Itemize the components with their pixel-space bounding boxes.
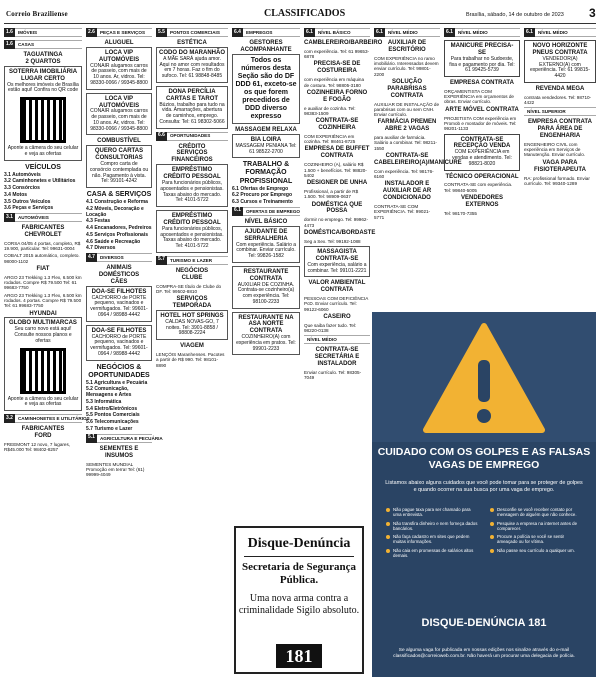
index-item: 4.1 Construção e Reforma xyxy=(86,199,148,206)
bullet-icon xyxy=(490,508,494,512)
section-header xyxy=(156,28,228,37)
section-header xyxy=(232,28,300,37)
listing: Seg a Sex. Tel: 99192-1088 xyxy=(304,238,361,244)
ad-body: Com experiência. Salário a combinar. Enviar currículo. Tel: 99826-1582 xyxy=(235,241,297,259)
ad-body: CALDAS NOVAS-GO, 7 noites. Tel: 3901-8858 / 98808-2224 xyxy=(165,318,219,337)
subsection-title: CHEVROLET xyxy=(24,232,62,238)
index-item: 5.1 Agricultura e Pecuária xyxy=(86,379,148,386)
ad-body: CONAIR alugamos carros de passeio, com mais de 10 anos. Ar, vidros. Tel: 98330-0066 / 99345-8800 xyxy=(90,62,148,86)
section-code: 6.1 xyxy=(444,28,455,37)
index-item: 3.3 Consórcios xyxy=(4,185,40,192)
listing: COM EXPERIÊNCIA no ramo imobiliário. Interessados devem enviar currículo. Tel: 99801-2200 xyxy=(374,55,439,77)
subsection-title: FABRICANTES xyxy=(21,225,65,232)
listing: ARGO 23 Trekking 1.3 Flex, 6.500 km rodados. 4 portas. Compre R$ 79.500 Tel: 61 99683-7750 xyxy=(4,292,82,309)
tips-left xyxy=(386,507,478,561)
listing: com experiência. Tel: 61 99653-6878 xyxy=(304,48,370,60)
section-code: 5.5 xyxy=(156,28,167,37)
subsection-title: ACOMPANHANTE xyxy=(240,46,292,53)
subsection-title: NÍVEL BÁSICO xyxy=(244,218,288,225)
tip-text: Não caia em promessas de salários altos demais. xyxy=(393,547,474,558)
subsection-title: FORD xyxy=(34,433,52,440)
subsection-title: FIAT xyxy=(36,266,50,273)
listing: com experiência em máquina de costura. Tel: 98805-3180 xyxy=(304,77,365,88)
subsection-title: ESTÉTICA xyxy=(177,40,207,46)
index-item: 5.5 Pontos Comerciais xyxy=(86,412,140,419)
section-header xyxy=(374,28,440,37)
classified-ad xyxy=(232,226,300,263)
section-label: NÍVEL MÉDIO xyxy=(307,337,337,343)
ad-title: GLOBO MULTIMARCAS xyxy=(9,320,77,327)
ad-title: COZINHEIRA FORNO E FOGÃO xyxy=(306,89,368,103)
ad-body: CONAIR alugamos carros de passeio, com mais de 10 anos. Ar, vidros. Tel: 98330-0066 / 99345-8800 xyxy=(90,108,148,132)
warning-triangle-icon xyxy=(372,312,596,442)
section-label: NÍVEL MÉDIO xyxy=(457,29,488,35)
notice-text: Todos os números desta Seção são do DF DDD 61, exceto-se os que forem precedidos de DDD diverso expresso xyxy=(235,56,297,121)
category-title: NEGÓCIOS & OPORTUNIDADES xyxy=(88,363,150,379)
ad-title: DOA-SE FILHOTES xyxy=(91,327,147,334)
bullet-icon xyxy=(490,522,494,526)
classified-ad xyxy=(156,47,228,83)
listing: dormir no emprego. Tel: 99962-4473 xyxy=(304,217,369,228)
listing: ORÇAMENTISTA COM EXPERIÊNCIA em orçamentos de obras. Enviar currículo. xyxy=(444,88,514,105)
section-header xyxy=(4,28,82,37)
ad-title: SOLUÇÃO PARABRISAS CONTRATA xyxy=(387,78,427,99)
section-label: AGRICULTURA E PECUÁRIA xyxy=(99,435,163,441)
ad-title: CODO DO MARANHÃO xyxy=(159,49,225,56)
ad-title: EMPRESA CONTRATA xyxy=(450,80,514,87)
divider xyxy=(244,556,354,557)
subsection-title: NEGÓCIOS xyxy=(175,267,209,274)
ad-title: AUXILIAR DE ESCRITÓRIO xyxy=(387,40,427,53)
index-item: 3.6 Peças e Serviços xyxy=(4,205,54,212)
newspaper-name: Correio Braziliense xyxy=(6,10,68,18)
scam-warning-campaign xyxy=(372,312,596,677)
index-item: 5.7 Turismo e Lazer xyxy=(86,425,133,432)
masthead xyxy=(4,4,596,24)
section-label: NÍVEL MÉDIO xyxy=(387,29,418,35)
ad-title: NOVO HORIZONTE PNEUS CONTRATA xyxy=(532,43,588,56)
listing: contrata vendedores. Tel: 98710-4422 xyxy=(524,94,592,105)
ad-title: CONTRATA-SE COZINHEIRA xyxy=(315,118,359,132)
bullet-icon xyxy=(386,508,390,512)
listing: CONTRATA-SE COM EXPERIÊNCIA. Tel: 99021-5771 xyxy=(374,204,431,220)
tip-text: Não pague taxa para ser chamado para uma entrevista. xyxy=(393,507,471,518)
section-label: NÍVEL SUPERIOR xyxy=(527,109,566,115)
ad-title: VENDEDORES EXTERNOS xyxy=(460,194,503,208)
section-header xyxy=(444,28,520,37)
dd-subtitle: Secretaria de Segurança Pública. xyxy=(241,561,357,587)
section-code: 2.6 xyxy=(86,28,97,37)
index-item: 5.6 Telecomunicações xyxy=(86,419,139,426)
ad-title: DOMÉSTICA/BORDASTE xyxy=(304,229,376,236)
listing: ARGO 23 Trekking 1.3 Flex, 6.500 km rodados. Compre R$ 79.500 Tel: 61 99683-7750 xyxy=(4,274,82,291)
section-code: 3.2 xyxy=(4,414,15,423)
section-code: 4.7 xyxy=(86,253,97,262)
section-label: EMPREGOS xyxy=(245,29,273,35)
tip-item xyxy=(386,521,478,532)
index-item: 3.1 Automóveis xyxy=(4,171,41,178)
classified-ad xyxy=(156,164,228,207)
classified-ad xyxy=(232,266,300,309)
ad-title: DONA PERCÍLIA CARTAS E TAROT xyxy=(165,88,219,102)
ad-body: Seu carro novo está aqui! Consulte nossos planos e ofertas xyxy=(14,326,72,344)
section-header xyxy=(232,207,300,216)
tip-text: Não passe seu currículo a qualquer um. xyxy=(497,547,575,553)
section-label: PEÇAS E SERVIÇOS xyxy=(99,29,146,35)
ad-title: EMPRESA CONTRATA PARA ÁREA DE ENGENHARIA xyxy=(528,119,592,140)
index-item: 4.5 Serviços Profissionais xyxy=(86,231,148,238)
ad-body: Para trabalhar no Sudoeste, fixa e pagamento por dia. Tel: 61 99425-5739 xyxy=(449,55,515,74)
listing: LENÇÓIS Maranhenses. Pacotes a partir de R$ 990. Tel: 98101-8890 xyxy=(156,351,225,368)
classified-ad xyxy=(232,312,300,356)
listing: Enviar currículo. Tel: 98305-7049 xyxy=(304,370,362,381)
ad-title: CONTRATA-SE RECEPÇÃO VENDA xyxy=(453,136,511,150)
ad-title: REVENDA MEGA xyxy=(535,85,585,92)
ad-body: CACHORRO de PORTE pequeno, vacinados e vermifugados. Tel: 99601-0964 / 98988-4442 xyxy=(90,333,148,357)
index-item: 4.6 Saúde e Recreação xyxy=(86,238,141,245)
index-item: 4.2 Móveis, Decoração e Locação xyxy=(86,205,144,218)
section-code: 6.1 xyxy=(524,28,535,37)
section-label: IMÓVEIS xyxy=(17,29,38,35)
classified-ad xyxy=(524,40,596,83)
tip-item xyxy=(490,521,582,532)
ad-title: PRECISA-SE DE COSTUREIRA xyxy=(313,61,361,75)
qr-code-icon[interactable] xyxy=(20,97,66,143)
classified-ad xyxy=(4,66,82,161)
index-item: 6.3 Cursos e Treinamento xyxy=(232,199,293,206)
classified-ad xyxy=(86,93,152,136)
date-line: Brasília, sábado, 14 de outubro de 2023 xyxy=(466,12,564,18)
index-item: 6.2 Procuro por Emprego xyxy=(232,192,293,199)
listing: COMPRA-SE título de Clube do DF. Tel: 99502-8810 xyxy=(156,283,222,294)
classified-ad xyxy=(86,145,152,188)
section-code: 1.6 xyxy=(4,40,15,49)
classified-ad xyxy=(444,40,520,77)
qr-code-icon[interactable] xyxy=(20,348,66,394)
ad-body: CACHORRO de PORTE pequeno, vacinados e vermifugados. Tel: 99601-0964 / 98988-4442 xyxy=(90,294,148,318)
ad-title: RESTAURANTE CONTRATA xyxy=(243,268,289,282)
dd-number: 181 xyxy=(276,644,322,668)
section-header xyxy=(86,253,152,262)
bullet-icon xyxy=(386,535,390,539)
category-title: TRABALHO & FORMAÇÃO PROFISSIONAL xyxy=(239,161,293,185)
ad-title: CASEIRO xyxy=(323,313,351,320)
dd-title: Disque-Denúncia xyxy=(247,536,351,551)
ad-body: COZINHEIRO(A) com experiência em pratos. Tel: 99901-2233 xyxy=(236,334,296,352)
section-header xyxy=(524,107,596,116)
ad-title: LOCA VIP AUTOMÓVEIS xyxy=(98,49,140,63)
ad-title: CAMBLEREIRO/BARBEIRO xyxy=(304,40,383,46)
column-2 xyxy=(86,28,163,678)
ad-title: VAGA PARA FISIOTERAPEUTA xyxy=(534,159,586,173)
listing: CORSA 04/05 4 portas, completo, R$ 19.900, particular. Tel: 99631-0004 xyxy=(4,240,81,252)
campaign-footer: Se alguma vaga for publicada em nossas edições nos sinalize através do e-mail classificados@correioweb.com.br. Não haverá um procurar uma delegacia de polícia. xyxy=(393,648,575,659)
ad-title: QUERO CARTAS CONSULTORIAS xyxy=(94,148,144,162)
classified-ad xyxy=(156,86,228,129)
listing: Tel: 98170-7355 xyxy=(444,210,477,216)
section-label: NÍVEL BÁSICO xyxy=(317,29,351,35)
section-label: PONTOS COMERCIAIS xyxy=(169,29,220,35)
ad-title: DOA-SE FILHOTES xyxy=(91,288,147,295)
ad-title: CONTRATA-SE SECRETÁRIA E INSTALADOR xyxy=(314,347,360,368)
section-label: CAMINHONETES E UTILITÁRIOS xyxy=(17,415,90,421)
ad-body: A MÃE SARÁ ajuda amor. Aqui no amor com resultados em 7 horas. Faz o fim do sufoco. Tel: 61 98848-8485 xyxy=(159,55,225,80)
index-item: 5.3 Informática xyxy=(86,398,122,405)
listing: SEMENTES MUNDIAL Promoção em terra! Tel: (61) 99999-4049 xyxy=(86,461,145,478)
ad-title: LOCA VIP AUTOMÓVEIS xyxy=(98,95,140,109)
section-code: 6.4 xyxy=(232,28,243,37)
section-header xyxy=(304,335,370,344)
section-header xyxy=(86,28,152,37)
ad-title: CONTRATA-SE CABELEIREIRO(A)/MANICURE xyxy=(374,153,462,166)
listing: RA: profissional formado. Enviar currículo. Tel: 99340-1289 xyxy=(524,175,590,186)
ad-body: Búzios, trabalho para tudo na vida. Amarrações, abertura de caminhos, emprego. Consulta: Tel: 61 98302-5066 xyxy=(159,101,225,125)
listing: COBALT 2015 automático, completo. 98000-1102 xyxy=(4,253,80,264)
tips-right xyxy=(490,507,582,556)
classified-ad xyxy=(304,246,370,277)
ad-caption: Aponte a câmera do seu celular e veja as ofertas xyxy=(7,395,79,408)
ad-title: TÉCNICO OPERACIONAL xyxy=(445,173,519,180)
ad-title: HOTEL HOT SPRINGS xyxy=(160,312,224,319)
subsection-title: SERVIÇOS FINANCEIROS xyxy=(171,150,213,164)
listing: Que saiba fazer tudo. Tel: 98220-0138 xyxy=(304,322,357,334)
ad-title: AJUDANTE DE SERRALHERIA xyxy=(244,228,288,242)
section-label: OPORTUNIDADES xyxy=(169,133,211,139)
tip-text: Pesquise a empresa na internet antes de comparecer. xyxy=(497,520,578,531)
section-label: TURISMO E LAZER xyxy=(169,257,213,263)
tip-item xyxy=(490,507,582,518)
campaign-intro: Listamos abaixo alguns cuidados que você pode tomar para se proteger de golpes e quando ocorrer na sua busca por uma vaga de emprego. xyxy=(385,480,583,493)
tip-item xyxy=(490,548,582,553)
classified-ad xyxy=(444,134,520,171)
subsection-title: MASSAGEM RELAXA xyxy=(235,127,297,134)
ad-title: MANICURE PRECISA-SE xyxy=(450,43,514,56)
bullet-icon xyxy=(490,549,494,553)
ad-title: DOMÉSTICA QUE POSSA xyxy=(311,201,363,215)
subsection-title: SERVIÇOS xyxy=(176,296,208,303)
ad-body: Os melhores imóveis de Brasília estão aqui! Confira no QR code xyxy=(7,81,79,94)
index-item: 5.4 Eletro/Eletrônicos xyxy=(86,405,138,412)
subsection-title: ANIMAIS DOMÉSTICOS xyxy=(98,265,140,279)
index-item: 3.4 Motos xyxy=(4,191,28,198)
bullet-icon xyxy=(386,522,390,526)
category-title: VEÍCULOS xyxy=(25,163,61,171)
tip-item xyxy=(386,548,478,559)
ad-title: ARTE MÓVEL CONTRATA xyxy=(445,106,519,113)
section-code: 1.6 xyxy=(4,28,15,37)
section-code: 6.1 xyxy=(304,28,315,37)
classified-ad xyxy=(86,286,152,322)
column-1 xyxy=(4,28,90,678)
section-label: OFERTAS DE EMPREGO xyxy=(245,208,300,214)
campaign-title: CUIDADO COM OS GOLPES E AS FALSAS VAGAS DE EMPREGO xyxy=(377,446,591,472)
ad-caption: Aponte a câmera do seu celular e veja as ofertas xyxy=(7,145,79,157)
listing: AUXILIAR DE INSTALAÇÃO de parabrisas com ou sem CNH. Enviar currículo. xyxy=(374,101,440,118)
section-label: AUTOMÓVEIS xyxy=(17,214,49,220)
ad-body: AUXILIAR DE COZINHA. Contrata-se cozinheiro(a) com experiência. Tel: 98100-2233 xyxy=(237,281,295,305)
section-header xyxy=(156,132,228,141)
ad-title: DESIGNER DE UNHA xyxy=(306,180,368,187)
warning-triangle-graphic xyxy=(372,312,596,442)
page-number: 3 xyxy=(589,6,596,20)
tip-text: Não transfira dinheiro e nem forneça dados bancários. xyxy=(393,520,478,531)
bullet-icon xyxy=(490,535,494,539)
tip-item xyxy=(386,534,478,545)
ad-body: Para funcionários públicos, aposentados e pensionistas. Taxas abaixo do mercado. Tel: 4101-5722 xyxy=(160,180,224,204)
index-item: 4.7 Diversos xyxy=(86,245,116,252)
ad-body: VENDEDOR(A) EXTERNO(A) com experiência. Tel: 61 99815-4420 xyxy=(530,55,590,80)
listing: FREEMONT 12 novo, 7 lugares, R$45.000 Tel: 98402-8257 xyxy=(4,441,71,453)
subsection-title: HYUNDAI xyxy=(29,310,57,317)
listing: PROJETISTA COM experiência em Promob e montador de móveis. Tel: 99201-1133 xyxy=(444,115,517,132)
section-header xyxy=(4,213,82,222)
column-3 xyxy=(156,28,228,678)
ad-title: SOTERRA IMOBILIÁRIA LUGAR CERTO xyxy=(8,68,78,82)
subsection-title: GESTORES xyxy=(249,40,283,46)
disque-denuncia-ad xyxy=(234,526,364,674)
section-code: 6.6 xyxy=(156,132,167,141)
listing: CONTRATA-SE com experiência. Tel: 99840-5005 xyxy=(444,182,513,193)
ad-body: MASSAGEM PENIANA Tel: 61 98522-2700 xyxy=(235,142,297,155)
listing: Com experiência. Tel: 98176-6160 xyxy=(374,168,434,180)
bullet-icon xyxy=(386,549,390,553)
section-header xyxy=(86,434,163,443)
subsection-title: COMBUSTÍVEL xyxy=(97,138,141,145)
section-code: 5.7 xyxy=(156,256,167,265)
notice-box xyxy=(232,54,300,124)
subsection-title: CRÉDITO xyxy=(178,143,206,150)
tip-item xyxy=(490,534,582,545)
subsection-title: CLUBE xyxy=(181,274,203,281)
listing: PESSOAS COM DEFICIÊNCIA PcD. Enviar currículo. Tel: 99122-6060 xyxy=(304,296,369,312)
subsection-title: TAGUATINGA xyxy=(23,52,63,58)
section-header xyxy=(4,40,82,49)
index-item: 6.1 Ofertas de Emprego xyxy=(232,185,289,192)
subsection-title: CÃES xyxy=(110,278,128,285)
ad-title: EMPRÉSTIMO CRÉDITO PESSOAL xyxy=(163,167,221,181)
section-code: 6.1 xyxy=(232,207,243,216)
ad-body: Compro carta de consórcio contemplada ou não. Pagamento à vista. Tel: 99101-4242 xyxy=(89,161,149,185)
ad-title: EMPRÉSTIMO CRÉDITO PESSOAL xyxy=(163,213,221,226)
dd-text: Uma nova arma contra a criminalidade Sigilo absoluto. xyxy=(238,593,360,617)
category-title: CASA & SERVIÇOS xyxy=(86,191,152,199)
campaign-hotline: DISQUE-DENÚNCIA 181 xyxy=(421,617,547,629)
index-item: 3.2 Caminhonetes e Utilitários xyxy=(4,178,76,185)
classified-ad xyxy=(156,210,228,253)
listing: Profissional, a partir de R$ 1.500. Tel: 98909-0637 xyxy=(304,189,359,200)
classified-ad xyxy=(156,310,228,340)
index-item: 5.2 Comunicação, Mensagens e Artes xyxy=(86,386,132,399)
ad-body: COM EXPERIÊNCIA em vendas e atendimento. Tel: 98821-8020 xyxy=(452,149,512,167)
subsection-title: ALUGUEL xyxy=(104,40,134,46)
ad-title: RESTAURANTE NA ASA NORTE CONTRATA xyxy=(238,314,294,335)
subsection-title: 2 QUARTOS xyxy=(25,58,61,65)
ad-title: BIA LOIRA xyxy=(250,137,282,144)
index-item: 4.4 Encanadores, Pedreiros xyxy=(86,225,152,232)
ad-title: MASSAGISTA CONTRATA-SE xyxy=(315,249,359,262)
section-title: CLASSIFICADOS xyxy=(264,8,346,19)
classified-ad xyxy=(232,134,300,158)
tip-text: Procure a polícia se você se sentir ameaçado ou for vítima. xyxy=(497,534,565,545)
column-8 xyxy=(524,28,596,298)
ad-title: VALOR AMBIENTAL CONTRATA xyxy=(308,280,366,294)
section-header xyxy=(304,28,370,37)
ad-body: Com experiência, salário a combinar. Tel: 99101-2221 xyxy=(307,261,367,274)
listing: para auxiliar de farmácia. Salário a combinar. Tel: 98211-1550 xyxy=(374,135,437,151)
index-item: 4.3 Festas xyxy=(86,218,111,225)
classified-ad xyxy=(86,325,152,361)
listing: COM EXPERIÊNCIA em cozinha. Tel: 98461-8725 xyxy=(304,133,356,145)
listing: ENGENHEIRO CIVIL com experiência em Serviços de Manutenção. Enviar currículo. xyxy=(524,141,586,158)
ad-title: EMPRESA DE BUFFET CONTRATA xyxy=(304,146,370,160)
tip-text: Não faça cadastro em sites que pedem muitas informações. xyxy=(393,534,470,545)
ad-title: INSTALADOR E AUXILIAR DE AR CONDICIONADO xyxy=(382,181,432,202)
ad-body: Para funcionários públicos, aposentados e pensionistas. Taxas abaixo do mercado. Tel: 4101-5722 xyxy=(160,225,224,250)
index-item: 3.5 Outros Veículos xyxy=(4,198,51,205)
classified-ad xyxy=(86,47,152,90)
subsection-title: VIAGEM xyxy=(180,343,204,350)
subsection-title: FABRICANTES xyxy=(21,426,65,433)
subsection-title: SEMENTES E INSUMOS xyxy=(99,445,139,459)
section-code: 5.1 xyxy=(86,434,97,443)
section-label: DIVERSOS xyxy=(99,255,124,261)
section-header xyxy=(4,414,90,423)
section-code: 6.1 xyxy=(374,28,385,37)
section-header xyxy=(524,28,596,37)
listing: COZINHEIRO (A), salário R$ 1.500 + benefícios. Tel: 98820-5402 xyxy=(304,162,367,178)
classified-ad xyxy=(4,317,82,411)
column-7 xyxy=(444,28,520,298)
ad-title: FARMÁCIA PREMEN ABRE 2 VAGAS xyxy=(377,119,437,133)
section-label: NÍVEL MÉDIO xyxy=(537,29,568,35)
tip-text: Desconfie se você receber contato por mensagem de alguém que não conhece. xyxy=(497,507,577,518)
section-code: 3.1 xyxy=(4,213,15,222)
listing: e auxiliar de cozinha. Tel: 98383-1509 xyxy=(304,105,356,116)
tip-item xyxy=(386,507,478,518)
section-header xyxy=(156,256,228,265)
column-5 xyxy=(304,28,383,428)
subsection-title: TEMPORADA xyxy=(172,303,212,310)
section-label: CASAS xyxy=(17,41,35,47)
